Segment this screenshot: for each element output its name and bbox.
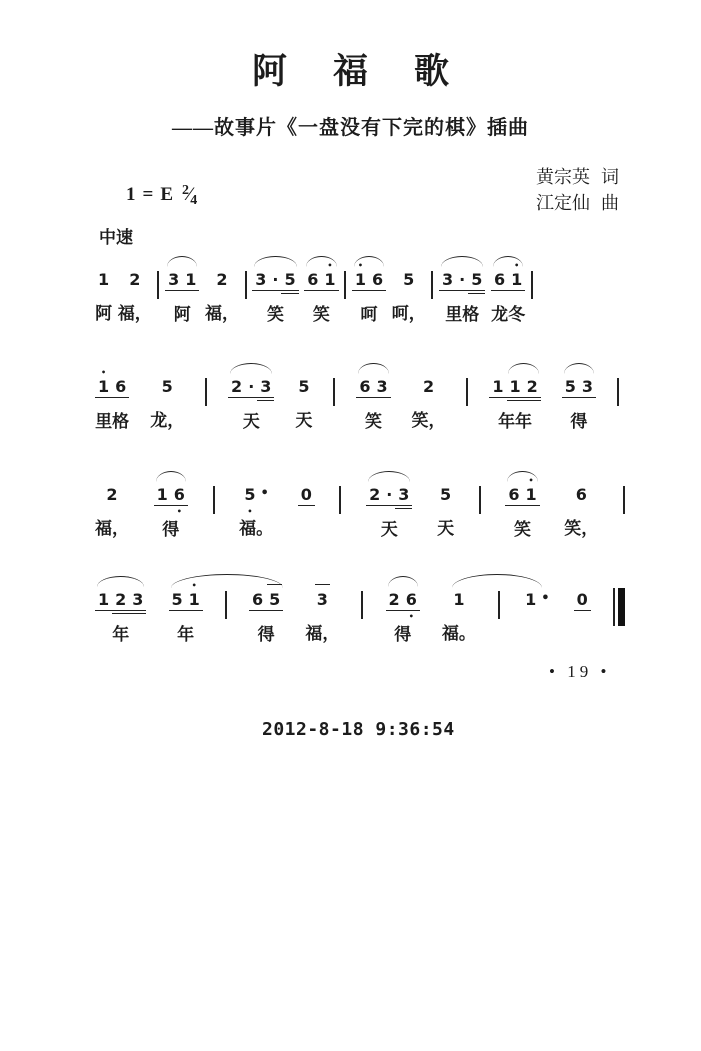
note-digit: 5 xyxy=(169,590,186,611)
lyric-syllable: 里格 xyxy=(95,412,130,431)
note-digit: 3 xyxy=(165,270,182,291)
note-digit: 6 xyxy=(491,270,508,291)
note-group xyxy=(491,261,525,291)
note-group xyxy=(400,270,417,290)
note-group xyxy=(298,485,315,506)
barline-stroke xyxy=(344,271,346,299)
note-digit: 1 • xyxy=(523,485,540,506)
note-digit: 6 xyxy=(369,270,386,291)
barline-stroke xyxy=(361,591,363,619)
music-system xyxy=(95,252,533,325)
lyric-syllable: 笑 xyxy=(312,305,330,324)
note-unit xyxy=(95,359,129,432)
note-unit xyxy=(165,252,199,325)
music-system xyxy=(95,359,619,432)
tie-overline xyxy=(315,584,330,585)
augmentation-dot: • xyxy=(541,590,550,606)
barline xyxy=(361,572,363,619)
lyric-syllable: 福， xyxy=(305,624,340,643)
barline-stroke xyxy=(617,378,619,406)
note-digit: · xyxy=(456,270,468,291)
barline xyxy=(205,359,207,406)
note-unit xyxy=(564,467,598,539)
lyric-syllable: 年 xyxy=(177,625,195,644)
note-unit xyxy=(228,359,274,432)
song-title: 阿福歌 xyxy=(251,52,495,91)
note-digit: 1 xyxy=(453,590,465,609)
note-unit xyxy=(205,252,239,324)
time-signature-slash: ⁄ xyxy=(188,184,192,205)
note-digit: 2 xyxy=(366,485,383,506)
note-digit: 3 xyxy=(257,377,274,398)
note-digit: 3 xyxy=(252,270,269,291)
barline-stroke xyxy=(431,271,433,299)
note-digit: 5 • xyxy=(241,485,258,505)
note-group xyxy=(154,485,188,516)
note-digit: 5 xyxy=(440,485,452,504)
lyric-syllable: 天 xyxy=(242,412,260,431)
octave-dot-below: • xyxy=(408,612,414,621)
slur-arc xyxy=(254,256,296,267)
note-digit: 6 xyxy=(575,485,587,504)
barline-stroke xyxy=(157,271,159,299)
note-digit: 1 • xyxy=(352,270,369,291)
note-unit xyxy=(442,572,476,644)
tie-overline xyxy=(267,584,282,585)
note-digit: 1 xyxy=(489,377,506,398)
note-unit xyxy=(298,467,315,536)
page-number: • 19 • xyxy=(549,662,611,681)
note-digit: 6 xyxy=(249,590,266,611)
note-digit: 5 xyxy=(161,377,173,396)
music-system xyxy=(95,572,625,645)
lyricist-role: 词 xyxy=(601,167,619,187)
barline-stroke xyxy=(466,378,468,406)
barline-stroke xyxy=(339,486,341,514)
note-unit xyxy=(304,252,338,325)
lyric-syllable: 年 xyxy=(112,625,130,644)
lyric-syllable: 福， xyxy=(117,304,152,323)
note-unit xyxy=(491,252,525,325)
note-digit: 1 • xyxy=(186,590,203,611)
barline xyxy=(617,359,619,406)
time-signature xyxy=(182,183,197,209)
barline xyxy=(431,252,433,299)
note-digit: 2 xyxy=(228,377,245,398)
note-digit: 6 • xyxy=(403,590,420,611)
equals-sign: = xyxy=(142,184,154,205)
lyric-syllable: 福。 xyxy=(441,624,476,643)
note-group xyxy=(95,590,146,611)
note-group xyxy=(304,261,338,291)
note-group xyxy=(420,377,437,397)
barline-stroke xyxy=(479,486,481,514)
note-digit: 3 xyxy=(129,590,146,611)
note-unit xyxy=(95,252,112,324)
barline xyxy=(623,467,625,514)
barline xyxy=(531,252,533,299)
octave-dot-below: • xyxy=(247,507,253,516)
slur-arc xyxy=(441,256,483,267)
note-group xyxy=(522,590,551,610)
lyric-syllable: 龙冬 xyxy=(491,305,526,324)
augmentation-dot: • xyxy=(260,485,269,501)
note-digit: 3 xyxy=(314,590,331,610)
octave-dot-above: • xyxy=(191,581,197,590)
lyric-syllable: 呵 xyxy=(360,305,378,324)
lyric-syllable: 笑 xyxy=(514,520,532,539)
note-digit: · xyxy=(245,377,257,398)
octave-dot-above: • xyxy=(357,261,363,270)
lyric-syllable: 龙， xyxy=(150,411,185,430)
note-unit xyxy=(305,572,339,644)
note-digit: 6 xyxy=(304,270,321,291)
lyric-syllable: 得 xyxy=(570,412,588,431)
note-unit xyxy=(356,359,390,432)
lyric-syllable: 福， xyxy=(95,519,129,538)
lyric-syllable: 天 xyxy=(380,520,398,539)
slur-arc xyxy=(97,576,144,587)
final-barline-thick xyxy=(618,588,625,626)
octave-dot-below: • xyxy=(176,507,182,516)
barline-stroke xyxy=(213,486,215,514)
composer-role: 曲 xyxy=(601,193,619,213)
note-digit: 3 xyxy=(439,270,456,291)
slur-arc xyxy=(564,363,594,374)
barline-stroke xyxy=(205,378,207,406)
composer-name: 江定仙 xyxy=(536,193,590,213)
note-digit: 2 xyxy=(129,270,141,289)
note-unit xyxy=(562,359,596,432)
note-digit: 5 xyxy=(403,270,415,289)
final-barline-thin xyxy=(613,588,615,626)
note-digit: 5 xyxy=(266,590,283,611)
note-digit: 1 xyxy=(95,590,112,611)
note-digit: 6 xyxy=(356,377,373,398)
note-unit xyxy=(412,359,446,431)
note-group xyxy=(126,270,143,290)
credits-block xyxy=(536,164,619,216)
barline xyxy=(157,252,159,299)
note-unit xyxy=(489,359,540,432)
octave-dot-above: • xyxy=(528,476,534,485)
note-group xyxy=(352,261,386,291)
barline xyxy=(245,252,247,299)
lyric-syllable: 呵， xyxy=(391,304,426,323)
lyric-syllable: 笑， xyxy=(564,519,599,538)
note-group xyxy=(386,590,420,621)
slur-arc xyxy=(230,363,272,374)
note-digit: 1 xyxy=(154,485,171,506)
note-digit: 3 xyxy=(395,485,412,506)
note-group xyxy=(505,476,539,506)
note-group xyxy=(573,485,590,505)
note-group xyxy=(169,581,203,611)
note-digit: 5 xyxy=(281,270,298,291)
lyric-syllable: 笑 xyxy=(364,412,382,431)
note-digit: 1 xyxy=(525,590,537,609)
note-unit xyxy=(295,359,312,431)
key-signature xyxy=(126,183,197,209)
note-digit: 3 xyxy=(373,377,390,398)
note-group xyxy=(437,485,454,505)
note-unit xyxy=(95,572,146,645)
barline xyxy=(339,467,341,514)
barline-stroke xyxy=(623,486,625,514)
note-digit: · xyxy=(383,485,395,506)
time-signature-denominator: 4 xyxy=(190,193,198,208)
barline xyxy=(213,467,215,514)
octave-dot-above: • xyxy=(514,261,520,270)
note-group xyxy=(439,270,485,291)
lyric-syllable: 里格 xyxy=(445,305,480,324)
lyric-syllable: 年年 xyxy=(498,412,533,431)
note-unit xyxy=(437,467,454,539)
barline xyxy=(344,252,346,299)
note-unit xyxy=(169,572,203,645)
note-digit: 1 • xyxy=(95,377,112,398)
rest-digit: 0 xyxy=(298,485,315,506)
note-unit xyxy=(366,467,412,540)
barline xyxy=(466,359,468,406)
lyric-syllable: 得 xyxy=(257,625,275,644)
lyric-syllable: 阿 xyxy=(173,305,191,324)
lyric-syllable: 天 xyxy=(295,411,313,430)
note-group xyxy=(95,368,129,398)
slur-arc xyxy=(508,363,539,374)
key-letter: E xyxy=(160,184,174,205)
note-group xyxy=(366,485,412,506)
lyric-syllable: 福。 xyxy=(239,519,274,538)
music-system xyxy=(95,467,625,540)
lyricist-credit xyxy=(536,164,619,190)
rest-digit: 0 xyxy=(574,590,591,611)
note-group xyxy=(241,485,270,516)
barline xyxy=(479,467,481,514)
note-digit: 6 xyxy=(112,377,129,398)
lyric-syllable: 笑 xyxy=(266,305,284,324)
barline-stroke xyxy=(245,271,247,299)
note-group xyxy=(314,590,331,610)
lyric-syllable: 得 xyxy=(162,520,180,539)
note-unit xyxy=(386,572,420,645)
note-digit: 2 xyxy=(422,377,435,396)
note-group xyxy=(450,590,467,610)
barline-stroke xyxy=(333,378,335,406)
lyric-syllable: 得 xyxy=(394,625,412,644)
composer-credit xyxy=(536,190,619,216)
octave-dot-above: • xyxy=(327,261,333,270)
note-digit: 1 • xyxy=(321,270,338,291)
note-group xyxy=(249,590,283,611)
note-digit: 3 xyxy=(579,377,596,398)
note-digit: 6 • xyxy=(171,485,188,506)
song-subtitle: ——故事片《一盘没有下完的棋》插曲 xyxy=(172,117,529,139)
note-group xyxy=(95,270,112,290)
note-group xyxy=(574,590,591,611)
note-digit: 2 xyxy=(106,485,118,504)
note-digit: 2 xyxy=(216,270,228,289)
note-unit xyxy=(352,252,386,325)
note-group xyxy=(165,270,199,291)
note-unit xyxy=(574,572,591,641)
slur-arc xyxy=(388,576,418,587)
final-barline-strokes xyxy=(613,588,625,626)
note-group xyxy=(356,377,390,398)
note-digit: 6 xyxy=(505,485,522,506)
lyric-syllable: 阿 xyxy=(95,304,113,323)
note-group xyxy=(562,377,596,398)
note-digit: 1 xyxy=(182,270,199,291)
note-group xyxy=(295,377,312,397)
note-digit: 2 xyxy=(524,377,541,398)
slur-arc xyxy=(167,256,197,267)
note-group xyxy=(252,270,298,291)
final-barline xyxy=(613,572,625,626)
octave-dot-above: • xyxy=(101,368,107,377)
note-digit: · xyxy=(269,270,281,291)
note-digit: 1 xyxy=(507,377,524,398)
barline xyxy=(333,359,335,406)
note-digit: 1 • xyxy=(508,270,525,291)
barline-stroke xyxy=(498,591,500,619)
note-digit: 5 xyxy=(562,377,579,398)
barline-stroke xyxy=(225,591,227,619)
note-unit xyxy=(239,467,273,539)
lyric-syllable: 笑， xyxy=(411,411,446,430)
slur-arc xyxy=(156,471,186,482)
slur-arc xyxy=(368,471,410,482)
note-unit xyxy=(118,252,152,324)
note-group xyxy=(159,377,176,397)
barline-stroke xyxy=(531,271,533,299)
lyric-syllable: 福， xyxy=(204,304,239,323)
slur-arc xyxy=(358,363,388,374)
lyricist-name: 黄宗英 xyxy=(536,167,590,187)
note-unit xyxy=(252,252,298,325)
note-unit xyxy=(392,252,426,324)
lyric-syllable: 天 xyxy=(437,519,455,538)
note-unit xyxy=(154,467,188,540)
note-unit xyxy=(505,467,539,540)
note-unit xyxy=(439,252,485,325)
note-group xyxy=(213,270,230,290)
note-group xyxy=(103,485,120,505)
note-digit: 5 xyxy=(298,377,310,396)
tonic-numeral: 1 xyxy=(126,184,136,205)
note-digit: 5 xyxy=(468,270,485,291)
note-digit: 2 xyxy=(112,590,129,611)
time-signature-numerator: 2 xyxy=(182,183,190,198)
tempo-marking: 中速 xyxy=(99,228,133,247)
note-unit xyxy=(95,467,129,539)
note-digit: 1 xyxy=(98,270,110,289)
note-group xyxy=(489,377,540,398)
note-unit xyxy=(150,359,184,431)
note-group xyxy=(228,377,274,398)
note-digit: 2 xyxy=(386,590,403,611)
scan-timestamp: 2012-8-18 9:36:54 xyxy=(262,719,455,740)
